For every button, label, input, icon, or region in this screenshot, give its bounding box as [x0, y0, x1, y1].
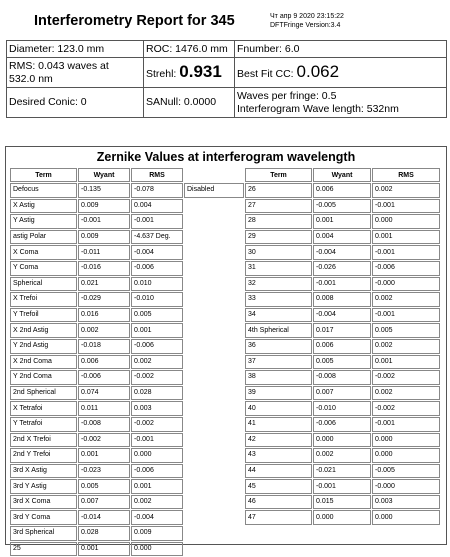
left-term-cell: Y Tetrafoi: [10, 417, 77, 432]
note-cell: [184, 526, 244, 541]
left-rms-cell: -0.006: [131, 339, 183, 354]
left-wyant-cell: -0.001: [78, 214, 130, 229]
zernike-row: [10, 323, 440, 338]
zernike-row: [10, 292, 440, 307]
zernike-row: [10, 245, 440, 260]
right-term-cell: 38: [245, 370, 312, 385]
left-rms-cell: -0.001: [131, 214, 183, 229]
right-wyant-cell: -0.026: [313, 261, 371, 276]
right-term-cell: 29: [245, 230, 312, 245]
left-term-cell: 2nd Spherical: [10, 386, 77, 401]
waves-per-fringe: Waves per fringe: 0.5: [237, 89, 337, 102]
right-wyant-cell: -0.001: [313, 479, 371, 494]
zernike-table: [9, 167, 441, 557]
left-wyant-cell: -0.029: [78, 292, 130, 307]
right-term-cell: 47: [245, 510, 312, 525]
right-rms-empty: [372, 542, 440, 557]
strehl-cell: [144, 58, 235, 88]
left-rms-cell: -0.004: [131, 510, 183, 525]
left-term-cell: 25: [10, 542, 77, 557]
right-term-cell: 39: [245, 386, 312, 401]
left-term-cell: X Trefoi: [10, 292, 77, 307]
left-wyant-cell: 0.074: [78, 386, 130, 401]
right-wyant-cell: -0.006: [313, 417, 371, 432]
right-rms-cell: -0.006: [372, 261, 440, 276]
left-term-cell: Y 2nd Astig: [10, 339, 77, 354]
right-term-cell: 31: [245, 261, 312, 276]
right-term-cell: 32: [245, 277, 312, 292]
note-cell: [184, 433, 244, 448]
zernike-row: [10, 214, 440, 229]
note-cell: [184, 386, 244, 401]
left-term-cell: Y Trefoil: [10, 308, 77, 323]
right-rms-empty: [372, 526, 440, 541]
summary-table: [6, 40, 447, 118]
note-cell: [184, 261, 244, 276]
report-date: Чт апр 9 2020 23:15:22: [270, 13, 344, 20]
right-term-cell: 28: [245, 214, 312, 229]
left-wyant-cell: -0.018: [78, 339, 130, 354]
right-rms-cell: -0.005: [372, 464, 440, 479]
left-term-cell: 3rd X Coma: [10, 495, 77, 510]
left-term-cell: X Tetrafoi: [10, 401, 77, 416]
right-rms-cell: 0.002: [372, 183, 440, 198]
right-wyant-cell: 0.008: [313, 292, 371, 307]
note-cell: [184, 417, 244, 432]
left-term-cell: X Coma: [10, 245, 77, 260]
left-rms-cell: 0.000: [131, 542, 183, 557]
right-rms-cell: 0.005: [372, 323, 440, 338]
note-cell: [184, 495, 244, 510]
right-term-cell: 41: [245, 417, 312, 432]
note-cell: [184, 230, 244, 245]
right-rms-cell: 0.000: [372, 214, 440, 229]
left-rms-cell: 0.003: [131, 401, 183, 416]
zernike-row: [10, 495, 440, 510]
note-cell: [184, 339, 244, 354]
left-term-cell: Defocus: [10, 183, 77, 198]
left-term-cell: X 2nd Astig: [10, 323, 77, 338]
left-term-cell: 3rd Spherical: [10, 526, 77, 541]
right-wyant-header: Wyant: [313, 168, 371, 182]
right-term-cell: 45: [245, 479, 312, 494]
rms-line-2: 532.0 nm: [9, 72, 53, 85]
right-rms-cell: -0.001: [372, 308, 440, 323]
zernike-row: [10, 277, 440, 292]
software-version: DFTFringe Version:3.4: [270, 22, 341, 29]
right-wyant-cell: -0.021: [313, 464, 371, 479]
right-term-empty: [245, 542, 312, 557]
right-rms-cell: 0.002: [372, 292, 440, 307]
right-wyant-cell: 0.002: [313, 448, 371, 463]
note-cell: [184, 199, 244, 214]
right-wyant-cell: 0.000: [313, 510, 371, 525]
left-rms-cell: -0.078: [131, 183, 183, 198]
right-term-cell: 42: [245, 433, 312, 448]
right-wyant-cell: -0.001: [313, 277, 371, 292]
fnumber-cell: Fnumber: 6.0: [235, 41, 447, 58]
right-term-empty: [245, 526, 312, 541]
note-cell: [184, 292, 244, 307]
left-wyant-cell: -0.008: [78, 417, 130, 432]
report-header: [0, 0, 450, 40]
note-cell: [184, 277, 244, 292]
right-term-cell: 4th Spherical: [245, 323, 312, 338]
right-term-cell: 30: [245, 245, 312, 260]
left-term-cell: 2nd X Trefoi: [10, 433, 77, 448]
note-cell: [184, 370, 244, 385]
zernike-row: [10, 230, 440, 245]
left-rms-cell: 0.004: [131, 199, 183, 214]
note-cell: [184, 323, 244, 338]
zernike-row: [10, 261, 440, 276]
zernike-panel: [5, 146, 447, 552]
right-wyant-cell: -0.010: [313, 401, 371, 416]
left-rms-cell: 0.002: [131, 495, 183, 510]
left-term-cell: Y 2nd Coma: [10, 370, 77, 385]
right-term-cell: 34: [245, 308, 312, 323]
right-wyant-cell: 0.004: [313, 230, 371, 245]
bestfit-value: 0.062: [296, 61, 340, 81]
zernike-row: [10, 401, 440, 416]
right-rms-cell: -0.000: [372, 479, 440, 494]
zernike-row: [10, 448, 440, 463]
right-rms-cell: 0.001: [372, 355, 440, 370]
strehl-value: 0.931: [179, 61, 222, 81]
left-rms-cell: -0.002: [131, 417, 183, 432]
left-term-cell: 3rd X Astig: [10, 464, 77, 479]
zernike-row: [10, 464, 440, 479]
report-title: Interferometry Report for 345: [34, 13, 235, 29]
rms-cell: [7, 58, 144, 88]
left-rms-cell: -0.001: [131, 433, 183, 448]
zernike-row: [10, 183, 440, 198]
right-wyant-cell: -0.008: [313, 370, 371, 385]
sanull-cell: SANull: 0.0000: [144, 88, 235, 118]
right-term-cell: 46: [245, 495, 312, 510]
left-rms-cell: 0.000: [131, 448, 183, 463]
left-rms-cell: -4.637 Deg.: [131, 230, 183, 245]
right-wyant-cell: 0.015: [313, 495, 371, 510]
strehl-label: Strehl:: [146, 67, 177, 80]
interferogram-wavelength: Interferogram Wave length: 532nm: [237, 102, 399, 115]
note-cell: [184, 214, 244, 229]
desired-conic-cell: Desired Conic: 0: [7, 88, 144, 118]
left-wyant-cell: 0.001: [78, 542, 130, 557]
left-rms-cell: 0.009: [131, 526, 183, 541]
left-rms-cell: 0.010: [131, 277, 183, 292]
left-term-cell: Y Astig: [10, 214, 77, 229]
right-term-cell: 40: [245, 401, 312, 416]
left-wyant-cell: -0.016: [78, 261, 130, 276]
right-rms-cell: -0.001: [372, 245, 440, 260]
right-rms-cell: 0.002: [372, 386, 440, 401]
left-wyant-cell: 0.028: [78, 526, 130, 541]
report-stamp: [270, 12, 344, 30]
right-wyant-cell: 0.000: [313, 433, 371, 448]
left-wyant-cell: 0.002: [78, 323, 130, 338]
zernike-row: [10, 308, 440, 323]
left-wyant-cell: 0.016: [78, 308, 130, 323]
left-rms-cell: 0.001: [131, 323, 183, 338]
left-wyant-cell: -0.011: [78, 245, 130, 260]
left-rms-cell: 0.028: [131, 386, 183, 401]
left-wyant-cell: -0.002: [78, 433, 130, 448]
right-wyant-cell: -0.004: [313, 308, 371, 323]
note-cell: [184, 479, 244, 494]
right-rms-cell: 0.001: [372, 230, 440, 245]
left-rms-cell: 0.005: [131, 308, 183, 323]
waves-cell: [235, 88, 447, 118]
left-rms-cell: 0.001: [131, 479, 183, 494]
right-wyant-cell: 0.006: [313, 183, 371, 198]
right-rms-header: RMS: [372, 168, 440, 182]
left-wyant-cell: 0.009: [78, 230, 130, 245]
right-wyant-cell: 0.017: [313, 323, 371, 338]
left-term-cell: 3rd Y Astig: [10, 479, 77, 494]
note-cell: [184, 245, 244, 260]
right-rms-cell: -0.002: [372, 401, 440, 416]
note-cell: [184, 510, 244, 525]
right-term-cell: 33: [245, 292, 312, 307]
zernike-row: [10, 479, 440, 494]
left-rms-header: RMS: [131, 168, 183, 182]
zernike-row: [10, 542, 440, 557]
left-wyant-cell: 0.006: [78, 355, 130, 370]
left-wyant-cell: -0.135: [78, 183, 130, 198]
note-cell: [184, 355, 244, 370]
right-wyant-cell: 0.006: [313, 339, 371, 354]
zernike-row: [10, 339, 440, 354]
left-term-cell: Spherical: [10, 277, 77, 292]
left-term-cell: X 2nd Coma: [10, 355, 77, 370]
note-cell: [184, 542, 244, 557]
roc-cell: ROC: 1476.0 mm: [144, 41, 235, 58]
bestfit-label: Best Fit CC:: [237, 67, 294, 80]
left-term-cell: Y Coma: [10, 261, 77, 276]
right-rms-cell: -0.001: [372, 199, 440, 214]
left-wyant-cell: 0.009: [78, 199, 130, 214]
right-wyant-empty: [313, 526, 371, 541]
left-wyant-cell: -0.006: [78, 370, 130, 385]
zernike-title: Zernike Values at interferogram wavelength: [96, 150, 356, 164]
zernike-row: [10, 355, 440, 370]
left-term-cell: astig Polar: [10, 230, 77, 245]
note-cell: [184, 401, 244, 416]
left-wyant-header: Wyant: [78, 168, 130, 182]
right-term-cell: 36: [245, 339, 312, 354]
right-rms-cell: 0.000: [372, 510, 440, 525]
right-rms-cell: 0.003: [372, 495, 440, 510]
zernike-row: [10, 370, 440, 385]
right-term-cell: 44: [245, 464, 312, 479]
zernike-row: [10, 386, 440, 401]
left-rms-cell: -0.002: [131, 370, 183, 385]
right-rms-cell: 0.002: [372, 339, 440, 354]
right-term-cell: 37: [245, 355, 312, 370]
right-wyant-empty: [313, 542, 371, 557]
right-rms-cell: 0.000: [372, 448, 440, 463]
left-term-cell: X Astig: [10, 199, 77, 214]
right-term-cell: 26: [245, 183, 312, 198]
left-rms-cell: -0.006: [131, 261, 183, 276]
diameter-cell: Diameter: 123.0 mm: [7, 41, 144, 58]
left-rms-cell: 0.002: [131, 355, 183, 370]
note-cell: [184, 448, 244, 463]
right-wyant-cell: -0.005: [313, 199, 371, 214]
right-term-cell: 27: [245, 199, 312, 214]
zernike-row: [10, 433, 440, 448]
right-wyant-cell: 0.001: [313, 214, 371, 229]
note-cell: [184, 464, 244, 479]
zernike-row: [10, 526, 440, 541]
right-rms-cell: -0.002: [372, 370, 440, 385]
right-rms-cell: -0.001: [372, 417, 440, 432]
zernike-row: [10, 417, 440, 432]
right-wyant-cell: 0.007: [313, 386, 371, 401]
right-rms-cell: -0.000: [372, 277, 440, 292]
left-rms-cell: -0.006: [131, 464, 183, 479]
left-wyant-cell: 0.021: [78, 277, 130, 292]
zernike-row: [10, 510, 440, 525]
left-rms-cell: -0.004: [131, 245, 183, 260]
right-term-cell: 43: [245, 448, 312, 463]
left-wyant-cell: -0.023: [78, 464, 130, 479]
note-header: [184, 168, 244, 182]
left-term-cell: 2nd Y Trefoi: [10, 448, 77, 463]
left-wyant-cell: 0.007: [78, 495, 130, 510]
left-term-header: Term: [10, 168, 77, 182]
left-term-cell: 3rd Y Coma: [10, 510, 77, 525]
left-wyant-cell: 0.011: [78, 401, 130, 416]
left-wyant-cell: 0.001: [78, 448, 130, 463]
left-wyant-cell: -0.014: [78, 510, 130, 525]
note-cell: Disabled: [184, 183, 244, 198]
note-cell: [184, 308, 244, 323]
left-wyant-cell: 0.005: [78, 479, 130, 494]
right-wyant-cell: 0.005: [313, 355, 371, 370]
right-rms-cell: 0.000: [372, 433, 440, 448]
rms-line-1: RMS: 0.043 waves at: [9, 59, 109, 72]
right-term-header: Term: [245, 168, 312, 182]
left-rms-cell: -0.010: [131, 292, 183, 307]
zernike-row: [10, 199, 440, 214]
right-wyant-cell: -0.004: [313, 245, 371, 260]
bestfit-cell: [235, 58, 447, 88]
